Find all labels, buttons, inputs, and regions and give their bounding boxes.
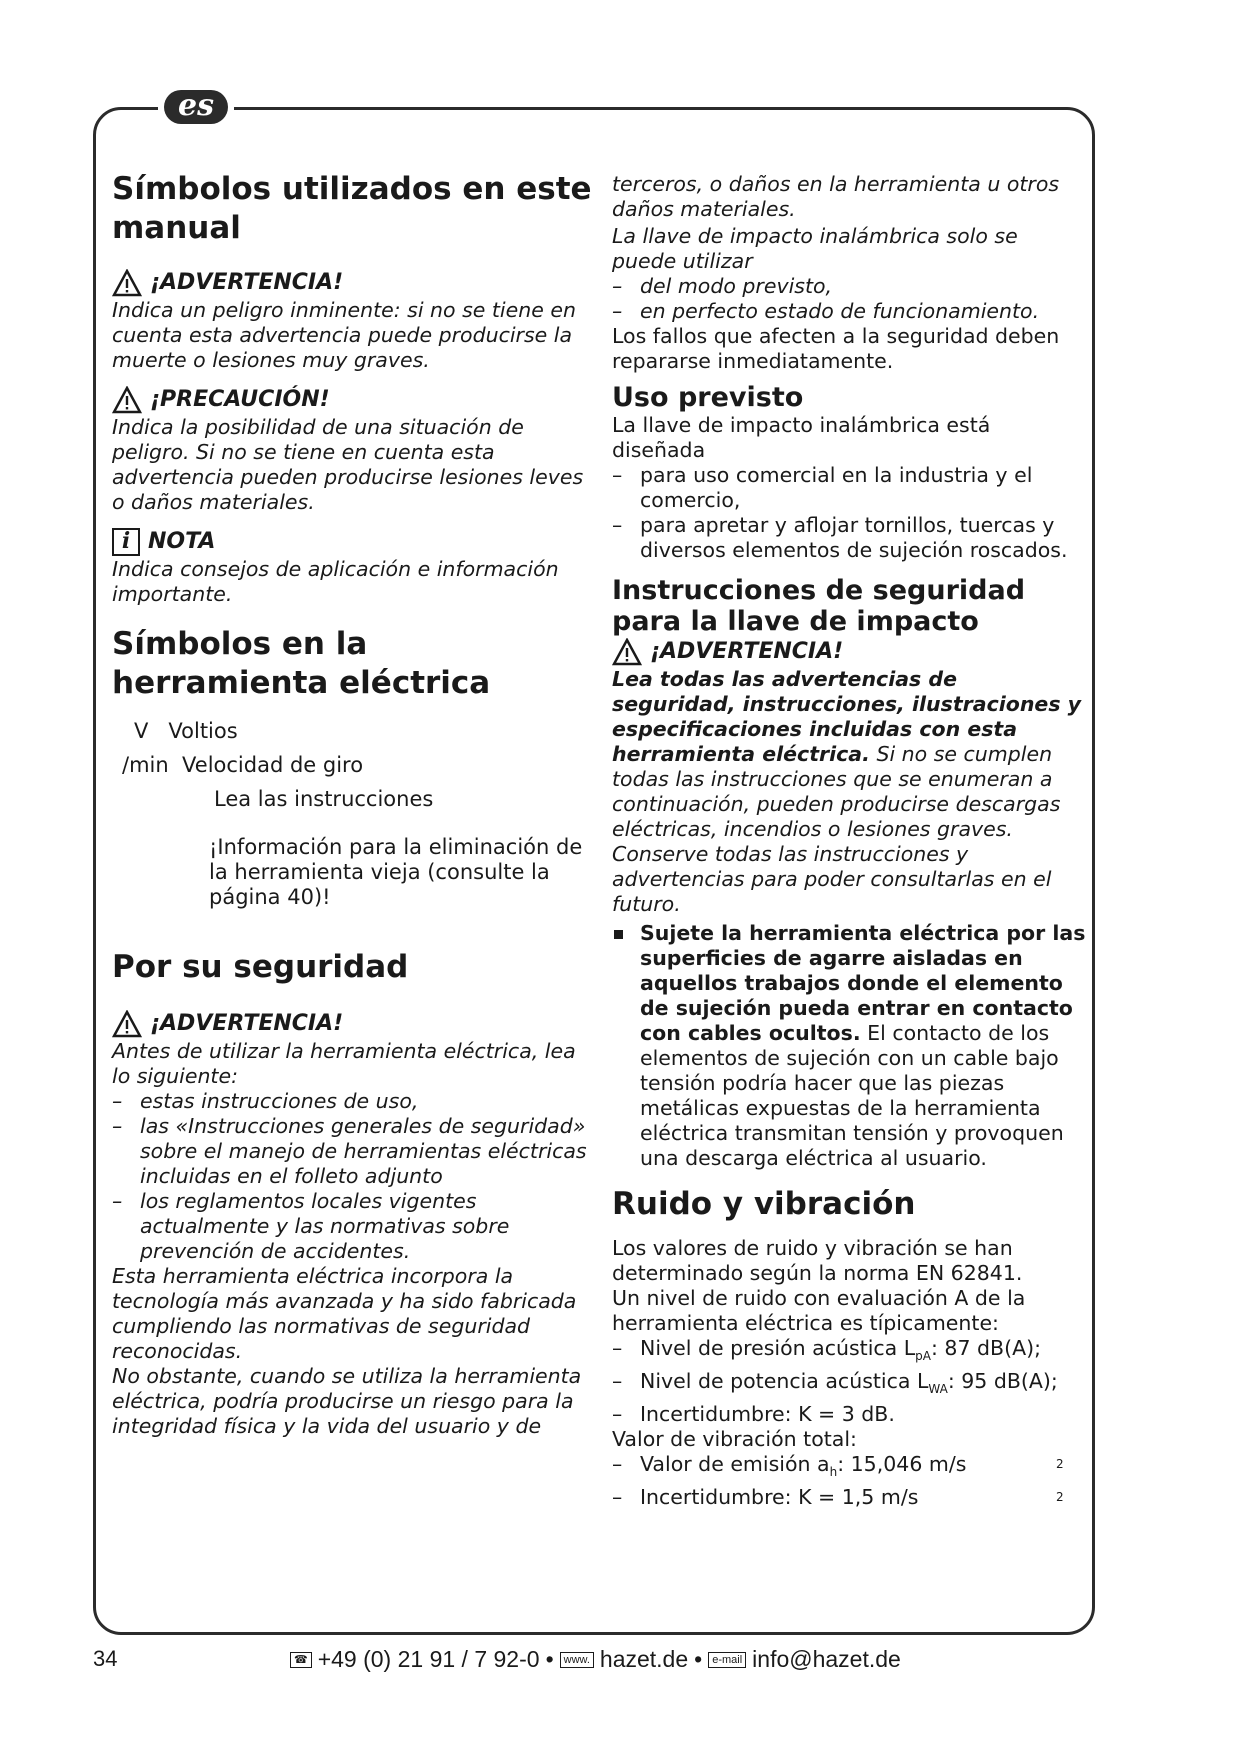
heading-safety-instructions: Instrucciones de seguridad para la llave de impacto <box>612 575 1026 637</box>
list-item: – Valor de emisión $a_h$: 15,046 m/s 2 <box>612 1452 1087 1485</box>
email-icon: e-mail <box>708 1652 746 1668</box>
warning-triangle-icon <box>612 638 642 666</box>
noise-paragraph-2: Un nivel de ruido con evaluación A de la herramienta eléctrica es típicamente: <box>612 1286 1026 1335</box>
language-badge: es <box>158 88 234 128</box>
instr-warning-heading: ¡ADVERTENCIA! <box>612 637 1087 667</box>
noise-list <box>612 1336 1087 1427</box>
heading-tool-symbols: Símbolos en la herramienta eléctrica <box>112 626 491 701</box>
continued-text-3: Los fallos que afecten a la seguridad deben repararse inmediatamente. <box>612 324 1060 373</box>
list-item: – Nivel de presión acústica $L_{pA}$: 87 dB(A); <box>612 1336 1087 1369</box>
list-item: – para apretar y aflojar tornillos, tuercas y diversos elementos de sujeción roscados. <box>612 513 1087 563</box>
symbol-rpm: /min Velocidad de giro <box>122 753 364 777</box>
list-item: – los reglamentos locales vigentes actualmente y las normativas sobre prevención de accidentes. <box>112 1189 592 1264</box>
safety-list <box>112 1089 592 1264</box>
list-item: Sujete la herramienta eléctrica por las superficies de agarre aisladas en aquellos trabajos donde el elemento de sujeción pueda entrar en contacto con cables ocultos. El contacto de los elementos de sujeción con un cable bajo tensión podría hacer que las piezas metálicas expuestas de la herramienta eléctrica transmitan tensión y provoquen una descarga eléctrica al usuario. <box>612 921 1087 1171</box>
continued-list <box>612 274 1087 324</box>
vibration-title: Valor de vibración total: <box>612 1427 857 1452</box>
continued-text-1: terceros, o daños en la herramienta u otros daños materiales. <box>612 172 1060 221</box>
warning-triangle-icon <box>112 269 142 297</box>
website-link[interactable]: hazet.de <box>599 1646 689 1672</box>
warning-text: Indica un peligro inminente: si no se tiene en cuenta esta advertencia puede producirse la muerte o lesiones muy graves. <box>112 298 576 372</box>
note-text: Indica consejos de aplicación e información importante. <box>112 557 559 606</box>
symbol-disposal: ¡Información para la eliminación de la herramienta vieja (consulte la página 40)! <box>209 835 583 909</box>
list-item: – Incertidumbre: K = 3 dB. <box>612 1402 1087 1427</box>
list-item: – Incertidumbre: K = 1,5 m/s 2 <box>612 1485 1087 1510</box>
use-list <box>612 463 1087 563</box>
safety-paragraph-2: No obstante, cuando se utiliza la herramienta eléctrica, podría producirse un riesgo para la integridad física y la vida del usuario y de <box>112 1364 582 1438</box>
left-column <box>112 170 592 1439</box>
caution-heading: ¡PRECAUCIÓN! <box>112 385 592 415</box>
continued-text-2: La llave de impacto inalámbrica solo se puede utilizar <box>612 224 1018 273</box>
symbol-volts: V Voltios <box>134 719 238 743</box>
contact-line: ☎ +49 (0) 21 91 / 7 92-0 • www. hazet.de • e-mail info@hazet.de <box>290 1646 901 1673</box>
list-item: – en perfecto estado de funcionamiento. <box>612 299 1087 324</box>
note-heading: i NOTA <box>112 527 592 557</box>
list-item: – del modo previsto, <box>612 274 1087 299</box>
page-number: 34 <box>93 1646 118 1671</box>
heading-safety: Por su seguridad <box>112 949 409 985</box>
safety-warning-heading: ¡ADVERTENCIA! <box>112 1009 592 1039</box>
warning-heading: ¡ADVERTENCIA! <box>112 268 592 298</box>
vibration-list <box>612 1452 1087 1510</box>
info-icon: i <box>112 528 140 556</box>
safety-intro: Antes de utilizar la herramienta eléctrica, lea lo siguiente: <box>112 1039 576 1088</box>
list-item: – las «Instrucciones generales de seguridad» sobre el manejo de herramientas eléctricas incluidas en el folleto adjunto <box>112 1114 592 1189</box>
phone-icon: ☎ <box>290 1652 312 1668</box>
heading-noise: Ruido y vibración <box>612 1186 916 1222</box>
page-footer <box>0 1646 1241 1682</box>
instr-bullets <box>612 921 1087 1171</box>
phone-number: +49 (0) 21 91 / 7 92-0 <box>317 1646 540 1672</box>
email-link[interactable]: info@hazet.de <box>752 1646 901 1672</box>
heading-symbols-manual: Símbolos utilizados en este manual <box>112 171 592 246</box>
warning-triangle-icon <box>112 386 142 414</box>
list-item: – para uso comercial en la industria y el comercio, <box>612 463 1087 513</box>
noise-paragraph-1: Los valores de ruido y vibración se han determinado según la norma EN 62841. <box>612 1236 1023 1285</box>
symbol-read-instructions: Lea las instrucciones <box>214 787 434 811</box>
list-item: – estas instrucciones de uso, <box>112 1089 592 1114</box>
heading-intended-use: Uso previsto <box>612 382 804 413</box>
warning-triangle-icon <box>112 1010 142 1038</box>
list-item: – Nivel de potencia acústica $L_{WA}$: 95 dB(A); <box>612 1369 1087 1402</box>
right-column <box>612 172 1087 1510</box>
safety-paragraph-1: Esta herramienta eléctrica incorpora la tecnología más avanzada y ha sido fabricada cumpliendo las normativas de seguridad reconocidas. <box>112 1264 577 1363</box>
instr-text: Lea todas las advertencias de seguridad, instrucciones, ilustraciones y especificaciones incluidas con esta herramienta eléctrica. Si no se cumplen todas las instrucciones que se enumeran a continuación, pueden producirse descargas eléctricas, incendios o lesiones graves. Conserve todas las instrucciones y advertencias para poder consultarlas en el futuro. <box>612 667 1082 916</box>
web-icon: www. <box>560 1652 594 1668</box>
use-intro: La llave de impacto inalámbrica está diseñada <box>612 413 991 462</box>
caution-text: Indica la posibilidad de una situación de peligro. Si no se tiene en cuenta esta advertencia pueden producirse lesiones leves o daños materiales. <box>112 415 584 514</box>
